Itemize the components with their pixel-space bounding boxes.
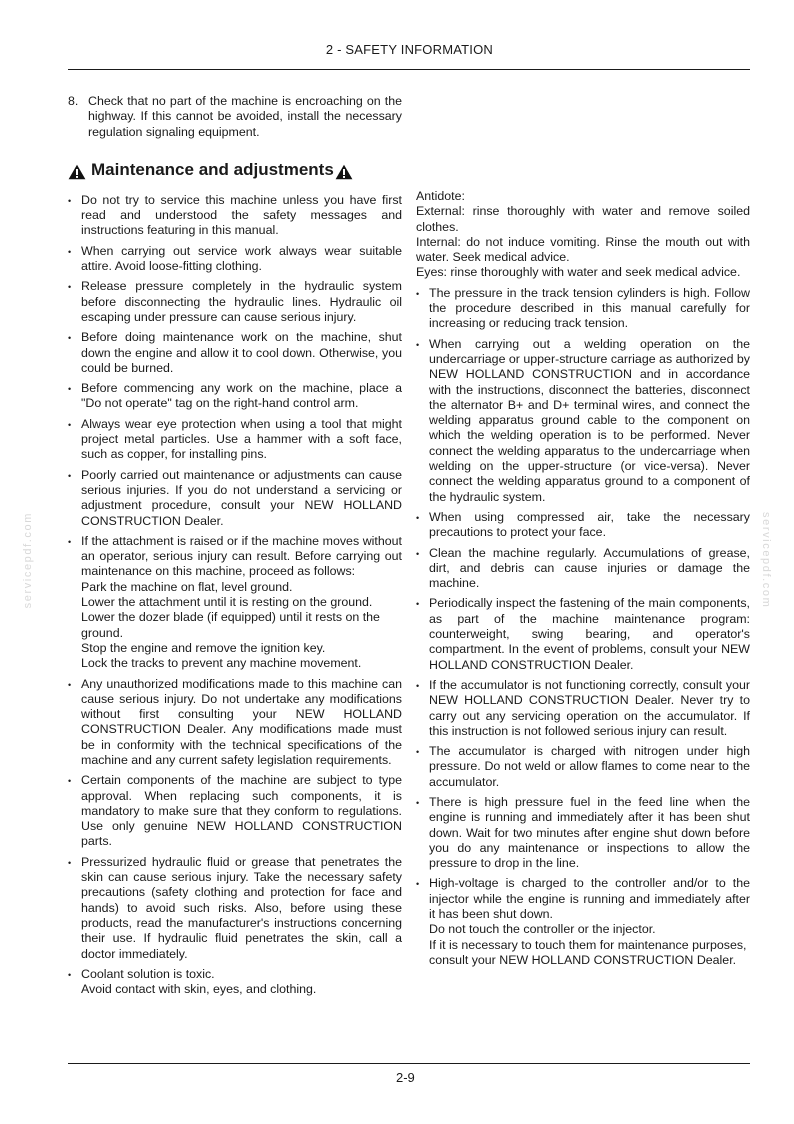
bullet-text: • There is high pressure fuel in the feed line when the engine is running and immediately after it has been shut down. Wait for two minutes after engine shut down before you do any maintenance or inspections to allow the pressure to drop in the line. (429, 794, 750, 871)
bullet-text: • If the attachment is raised or if the machine moves without an operator, serious injury can result. Before carrying out maintenance on this machine, proceed as follows: (81, 533, 402, 579)
bullet-line: Lock the tracks to prevent any machine movement. (81, 656, 362, 671)
bullet-item (416, 546, 750, 592)
bullet-item (416, 744, 750, 790)
bullet-item (68, 967, 402, 998)
bullet-text: • Before commencing any work on the machine, place a "Do not operate" tag on the right-hand control arm. (81, 381, 402, 411)
bullet-item (68, 381, 402, 412)
antidote-line: External: rinse thoroughly with water and remove soiled clothes. (416, 204, 750, 234)
bullet-text: • Certain components of the machine are subject to type approval. When replacing such components, it is mandatory to make sure that they conform to regulations. Use only genuine NEW HOLLAND CONSTRUCTION parts. (81, 773, 402, 849)
bullet-item (416, 795, 750, 871)
bullet-text: • Pressurized hydraulic fluid or grease that penetrates the skin can cause serious injury. Take the necessary safety precautions (safety clothing and protection for face and hands) to avoid such risks. Also, before using these products, read the manufacturer's instructions concerning their use. If hydraulic fluid penetrates the skin, call a doctor immediately. (81, 854, 402, 961)
bullet-text: • The accumulator is charged with nitrogen under high pressure. Do not weld or allow flames to come near to the accumulator. (429, 744, 750, 789)
bullet-text: • The pressure in the track tension cylinders is high. Follow the procedure described in this manual carefully for increasing or reducing track tension. (429, 285, 750, 331)
bullet-item (68, 417, 402, 463)
bullet-item (416, 286, 750, 332)
watermark-right: servicepdf.com (760, 512, 772, 609)
bullet-line: Lower the dozer blade (if equipped) until it rests on the ground. (81, 610, 380, 640)
bullet-item (68, 193, 402, 239)
page-header-title: 2 - SAFETY INFORMATION (325, 42, 493, 57)
bullet-line: Avoid contact with skin, eyes, and clothing. (81, 982, 317, 997)
bullet-item (68, 534, 402, 672)
bullet-item (68, 468, 402, 529)
footer-rule (68, 1063, 750, 1064)
bullet-text: • Release pressure completely in the hydraulic system before disconnecting the hydraulic lines. Hydraulic oil escaping under pressure can cause serious injury. (81, 279, 402, 324)
bullet-text: • When using compressed air, take the necessary precautions to protect your face. (429, 509, 750, 540)
antidote-line: Internal: do not induce vomiting. Rinse the mouth out with water. Seek medical advice. (416, 234, 750, 265)
bullet-item (416, 510, 750, 541)
warning-triangle-icon (335, 164, 353, 180)
antidote-block (416, 189, 750, 281)
bullet-line: Stop the engine and remove the ignition key. (81, 640, 326, 655)
right-column (416, 189, 750, 973)
bullet-text: • Before doing maintenance work on the machine, shut down the engine and allow it to cool down. Otherwise, you could be burned. (81, 330, 402, 375)
antidote-line: Eyes: rinse thoroughly with water and seek medical advice. (416, 265, 741, 280)
bullet-item (416, 337, 750, 505)
left-bullet-list (68, 193, 402, 998)
bullet-text: • Coolant solution is toxic. (81, 966, 215, 981)
bullet-item (68, 279, 402, 325)
section-heading-text: Maintenance and adjustments (91, 159, 334, 179)
bullet-text: • Always wear eye protection when using a tool that might project metal particles. Use a hammer with a soft face, such as copper, for installing pins. (81, 416, 402, 462)
bullet-text: • High-voltage is charged to the controller and/or to the injector while the engine is running and immediately after it has been shut down. (429, 876, 750, 922)
bullet-item (68, 244, 402, 275)
bullet-text: • Clean the machine regularly. Accumulations of grease, dirt, and debris can cause injuries or damage the machine. (429, 545, 750, 591)
bullet-line: Park the machine on flat, level ground. (81, 579, 293, 594)
bullet-text: • When carrying out service work always wear suitable attire. Avoid loose-fitting clothing. (81, 243, 402, 274)
bullet-line: Lower the attachment until it is resting on the ground. (81, 595, 373, 610)
bullet-line: Do not touch the controller or the injector. (429, 922, 656, 937)
warning-triangle-icon (68, 164, 86, 180)
bullet-item (416, 596, 750, 672)
right-bullet-list (416, 286, 750, 968)
bullet-text: • If the accumulator is not functioning correctly, consult your NEW HOLLAND CONSTRUCTION Dealer. Never try to carry out any servicing operation on the accumulator. If this instruction is not followed serious injury can result. (429, 677, 750, 738)
bullet-text: • Do not try to service this machine unless you have first read and understood the safety messages and instructions featuring in this manual. (81, 192, 402, 238)
bullet-text: • Poorly carried out maintenance or adjustments can cause serious injuries. If you do not understand a servicing or adjustment procedure, consult your NEW HOLLAND CONSTRUCTION Dealer. (81, 467, 402, 528)
bullet-text: • Periodically inspect the fastening of the main components, as part of the machine maintenance program: counterweight, swing bearing, and operator's compartment. In the event of problems, consult your NEW HOLLAND CONSTRUCTION Dealer. (429, 596, 750, 672)
bullet-item (68, 677, 402, 769)
bullet-item (68, 773, 402, 849)
page-number: 2-9 (396, 1070, 415, 1085)
bullet-text: • When carrying out a welding operation on the undercarriage or upper-structure carriage as authorized by NEW HOLLAND CONSTRUCTION and in accordance with the instructions, disconnect the batteries, disconnect the alternator B+ and D+ terminal wires, and connect the welding apparatus ground cable to the component on which the welding operation is to be performed. Never connect the welding apparatus to the undercarriage when welding on the upper-structure (or vice-versa). Never connect the welding apparatus ground to a component of the hydraulic system. (429, 336, 750, 504)
antidote-label: Antidote: (416, 189, 465, 203)
bullet-item (416, 678, 750, 739)
bullet-item (68, 330, 402, 376)
item-number: 8. (68, 94, 79, 108)
section-heading (68, 160, 402, 180)
item-text: Check that no part of the machine is encroaching on the highway. If this cannot be avoided, install the necessary regulation signaling equipment. (88, 94, 402, 139)
bullet-item (68, 855, 402, 962)
watermark-left: servicepdf.com (22, 512, 34, 609)
numbered-item (68, 94, 402, 140)
bullet-line: If it is necessary to touch them for maintenance purposes, consult your NEW HOLLAND CONSTRUCTION Dealer. (429, 937, 747, 967)
left-column (68, 94, 402, 1002)
bullet-text: • Any unauthorized modifications made to this machine can cause serious injury. Do not undertake any modifications without first consulting your NEW HOLLAND CONSTRUCTION Dealer. Any modifications made must be in conformity with the technical specifications of the machine and any current safety legislation requirements. (81, 676, 402, 767)
bullet-item (416, 876, 750, 968)
header-rule (68, 69, 750, 70)
